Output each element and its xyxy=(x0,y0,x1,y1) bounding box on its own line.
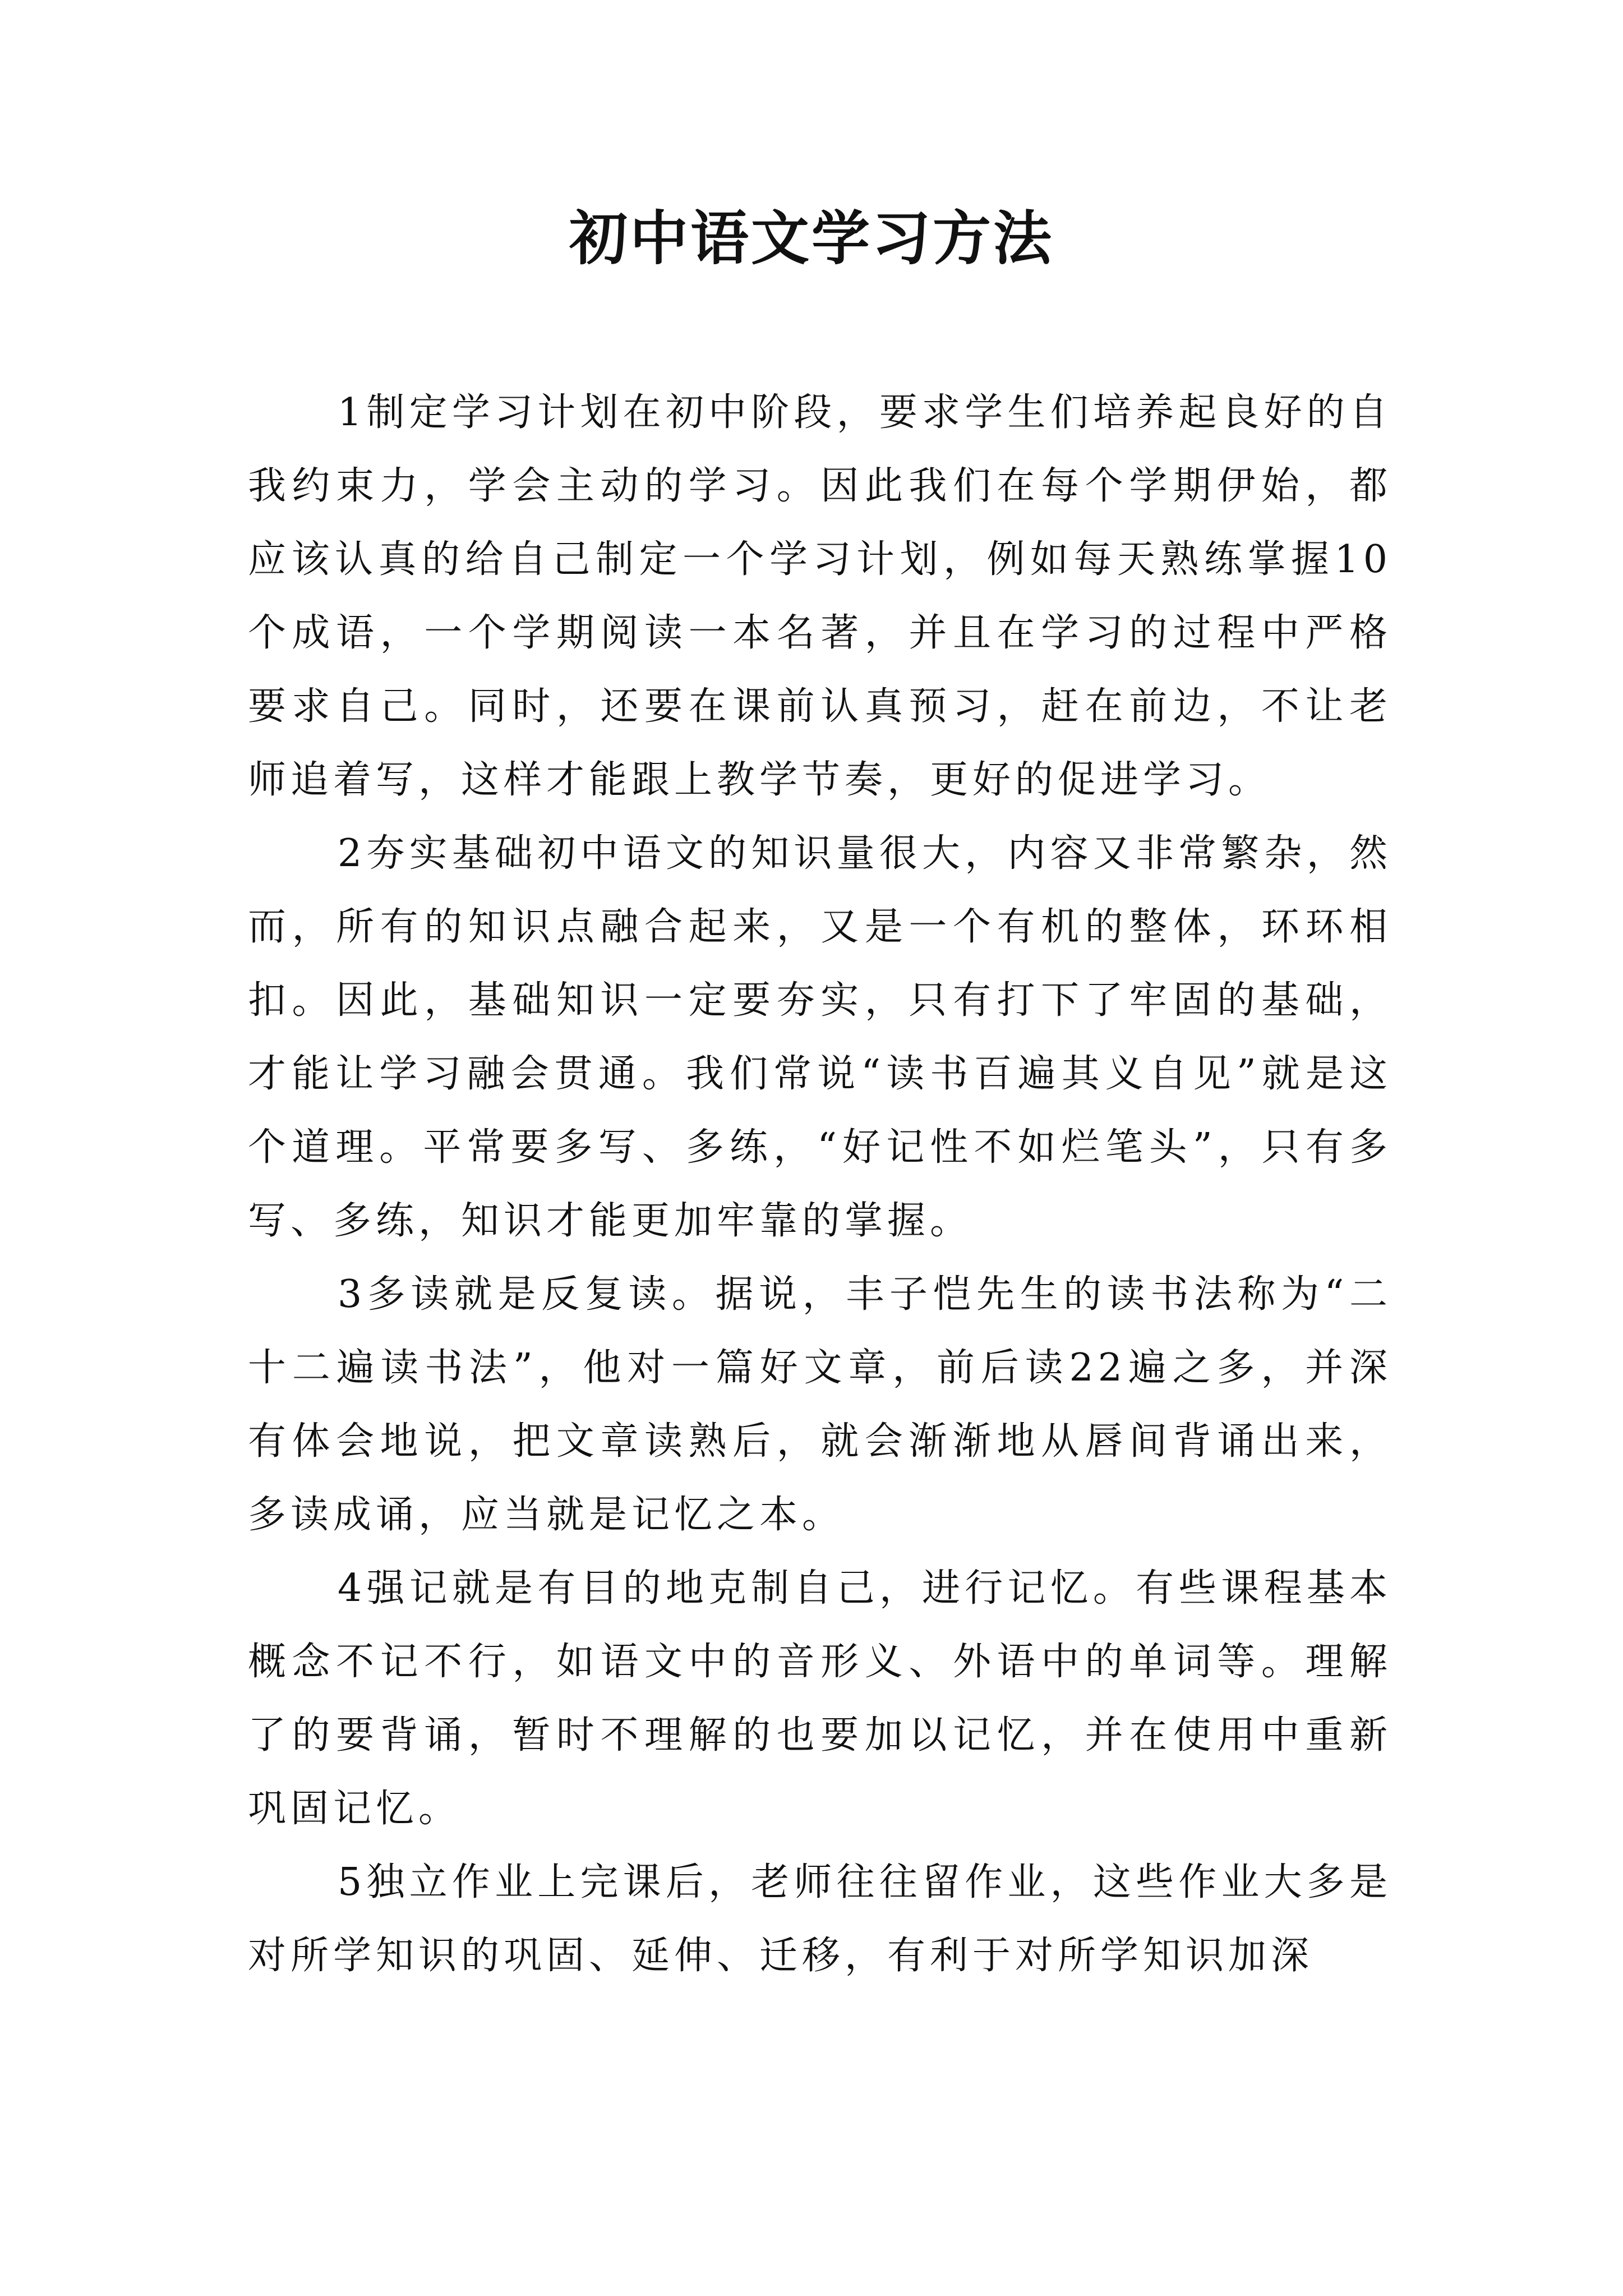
paragraph-4: 4强记就是有目的地克制自己，进行记忆。有些课程基本概念不记不行，如语文中的音形义、外语中的单词等。理解了的要背诵，暂时不理解的也要加以记忆，并在使用中重新巩固记忆。 xyxy=(248,1566,1392,1831)
document-body xyxy=(248,376,1392,2199)
paragraph-2: 2夯实基础初中语文的知识量很大，内容又非常繁杂，然而，所有的知识点融合起来，又是一个有机的整体，环环相扣。因此，基础知识一定要夯实，只有打下了牢固的基础，才能让学习融会贯通。我们常说“读书百遍其义自见”就是这个道理。平常要多写、多练，“好记性不如烂笔头”，只有多写、多练，知识才能更加牢靠的掌握。 xyxy=(248,831,1392,1243)
document-title: 初中语文学习方法 xyxy=(569,204,1054,273)
paragraph-3: 3多读就是反复读。据说，丰子恺先生的读书法称为“二十二遍读书法”，他对一篇好文章，前后读22遍之多，并深有体会地说，把文章读熟后，就会渐渐地从唇间背诵出来，多读成诵，应当就是记忆之本。 xyxy=(248,1272,1392,1537)
paragraph-1: 1制定学习计划在初中阶段，要求学生们培养起良好的自我约束力，学会主动的学习。因此我们在每个学期伊始，都应该认真的给自己制定一个学习计划，例如每天熟练掌握10个成语，一个学期阅读一本名著，并且在学习的过程中严格要求自己。同时，还要在课前认真预习，赶在前边，不让老师追着写，这样才能跟上教学节奏，更好的促进学习。 xyxy=(248,390,1392,802)
paragraph-5: 5独立作业上完课后，老师往往留作业，这些作业大多是对所学知识的巩固、延伸、迁移，有利于对所学知识加深 xyxy=(248,1860,1392,1978)
